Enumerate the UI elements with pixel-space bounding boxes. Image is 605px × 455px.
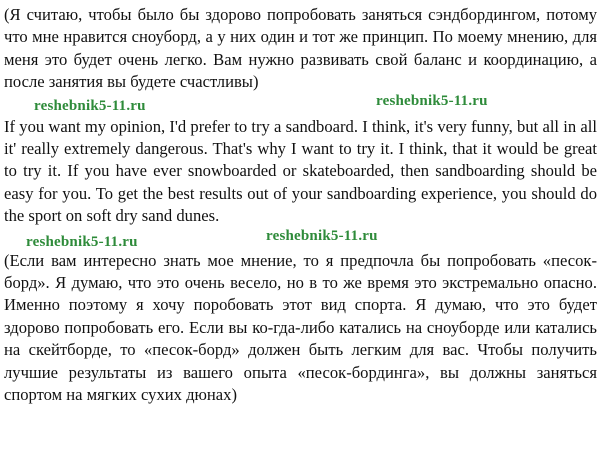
watermark-left: reshebnik5-11.ru [34,97,146,114]
russian-paragraph-translation: (Если вам интересно знать мое мнение, то я предпочла бы попробовать «песок-борд». Я думаю, что это очень весело, но в то же время это экстремально опасно. Именно поэтому я хочу поробовать этот вид спорта. Я думаю, что это будет здорово попробовать его. Если вы ко-гда-либо катались на сноуборде или катались на скейтборде, то «песок-борд» должен быть легким для вас. Чтобы получить лучшие результаты из вашего опыта «песок-бординга», вы должны заняться спортом на мягких сухих дюнах) [4,250,597,405]
watermark-left: reshebnik5-11.ru [26,233,138,250]
watermark-right: reshebnik5-11.ru [376,92,488,109]
russian-paragraph-intro: (Я считаю, чтобы было бы здорово попробовать заняться сэндбордингом, потому что мне нравится сноуборд, а у них один и тот же принцип. По моему мнению, для меня это будет очень легко. Вам нужно развивать свой баланс и координацию, а после занятия вы будете счастливы) [4,5,597,92]
watermark-center: reshebnik5-11.ru [266,227,378,244]
watermark-row-middle [4,228,597,250]
document-page [4,4,597,407]
watermark-row-top [4,94,597,116]
english-paragraph: If you want my opinion, I'd prefer to try a sandboard. I think, it's very funny, but all in all it' really extremely dangerous. That's why I want to try it. I think, that it would be great to try it. If you have ever snowboarded or skateboarded, then sandboarding should be easy for you. To get the best results out of your sandboarding experience, you should do the sport on soft dry sand dunes. [4,116,597,226]
